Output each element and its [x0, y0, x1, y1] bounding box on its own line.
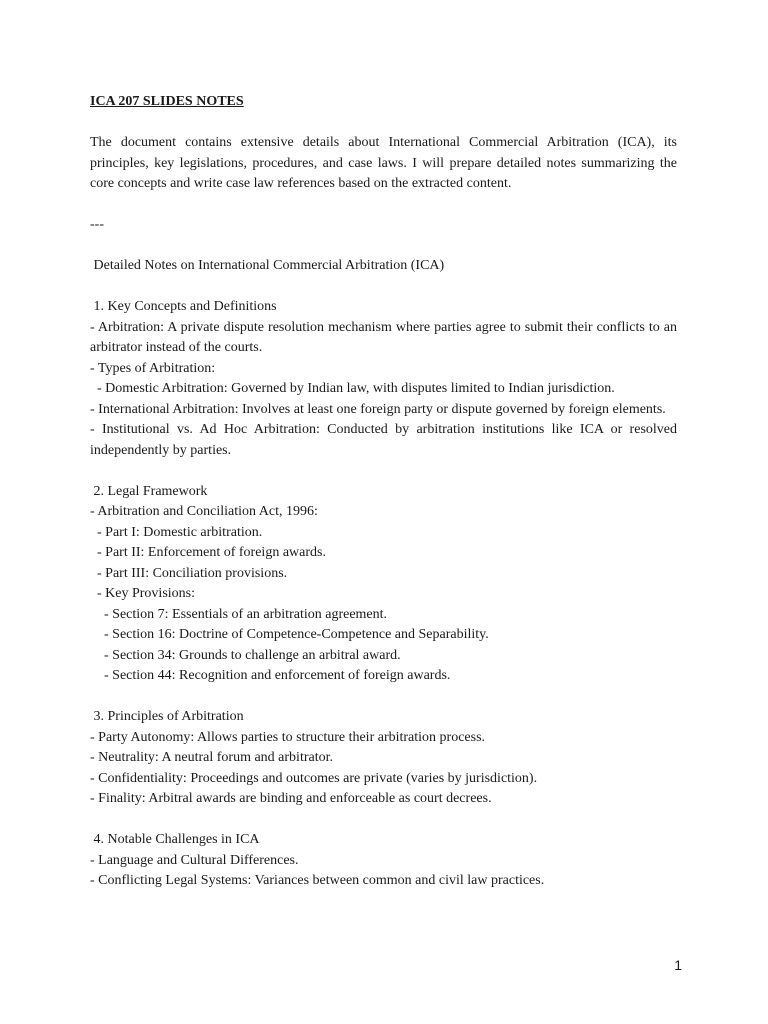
list-item: - International Arbitration: Involves at least one foreign party or dispute governed by foreign elements. — [90, 401, 666, 417]
list-item: - Section 7: Essentials of an arbitration agreement. — [90, 606, 388, 622]
section-title: 1. Key Concepts and Definitions — [90, 299, 277, 314]
list-item: - Conflicting Legal Systems: Variances between common and civil law practices. — [90, 873, 545, 888]
list-item: - Institutional vs. Ad Hoc Arbitration: Conducted by arbitration institutions like ICA or resolved independently by parties. — [90, 422, 677, 458]
list-item: - Types of Arbitration: — [90, 360, 216, 376]
list-item: - Section 16: Doctrine of Competence-Competence and Separability. — [90, 627, 489, 642]
list-item: - Part II: Enforcement of foreign awards. — [90, 545, 326, 560]
list-item: - Domestic Arbitration: Governed by Indian law, with disputes limited to Indian jurisdiction. — [90, 381, 615, 396]
page-number: 1 — [674, 957, 682, 973]
document-body — [90, 92, 677, 892]
list-item: - Finality: Arbitral awards are binding and enforceable as court decrees. — [90, 791, 492, 806]
section-title: 3. Principles of Arbitration — [90, 709, 244, 724]
list-item: - Arbitration: A private dispute resolution mechanism where parties agree to submit their conflicts to an arbitrator instead of the courts. — [90, 319, 677, 355]
list-item: - Arbitration and Conciliation Act, 1996: — [90, 504, 318, 519]
list-item: - Section 34: Grounds to challenge an arbitral award. — [90, 647, 401, 663]
list-item: - Section 44: Recognition and enforcement of foreign awards. — [90, 668, 451, 683]
list-item: - Part I: Domestic arbitration. — [90, 524, 263, 540]
list-item: - Key Provisions: — [90, 586, 195, 601]
separator: --- — [90, 217, 104, 232]
list-item: - Neutrality: A neutral forum and arbitrator. — [90, 750, 333, 765]
list-item: - Language and Cultural Differences. — [90, 852, 299, 868]
section-title: 4. Notable Challenges in ICA — [90, 832, 260, 847]
list-item: - Confidentiality: Proceedings and outcomes are private (varies by jurisdiction). — [90, 770, 538, 786]
intro-paragraph: The document contains extensive details about International Commercial Arbitration (ICA), its principles, key legislations, procedures, and case laws. I will prepare detailed notes summarizing the core concepts and write case law references based on the extracted content. — [90, 135, 677, 191]
document-title: ICA 207 SLIDES NOTES — [90, 94, 244, 109]
list-item: - Part III: Conciliation provisions. — [90, 565, 288, 581]
section-title: 2. Legal Framework — [90, 483, 208, 499]
list-item: - Party Autonomy: Allows parties to structure their arbitration process. — [90, 729, 486, 745]
notes-heading: Detailed Notes on International Commercial Arbitration (ICA) — [90, 258, 445, 273]
